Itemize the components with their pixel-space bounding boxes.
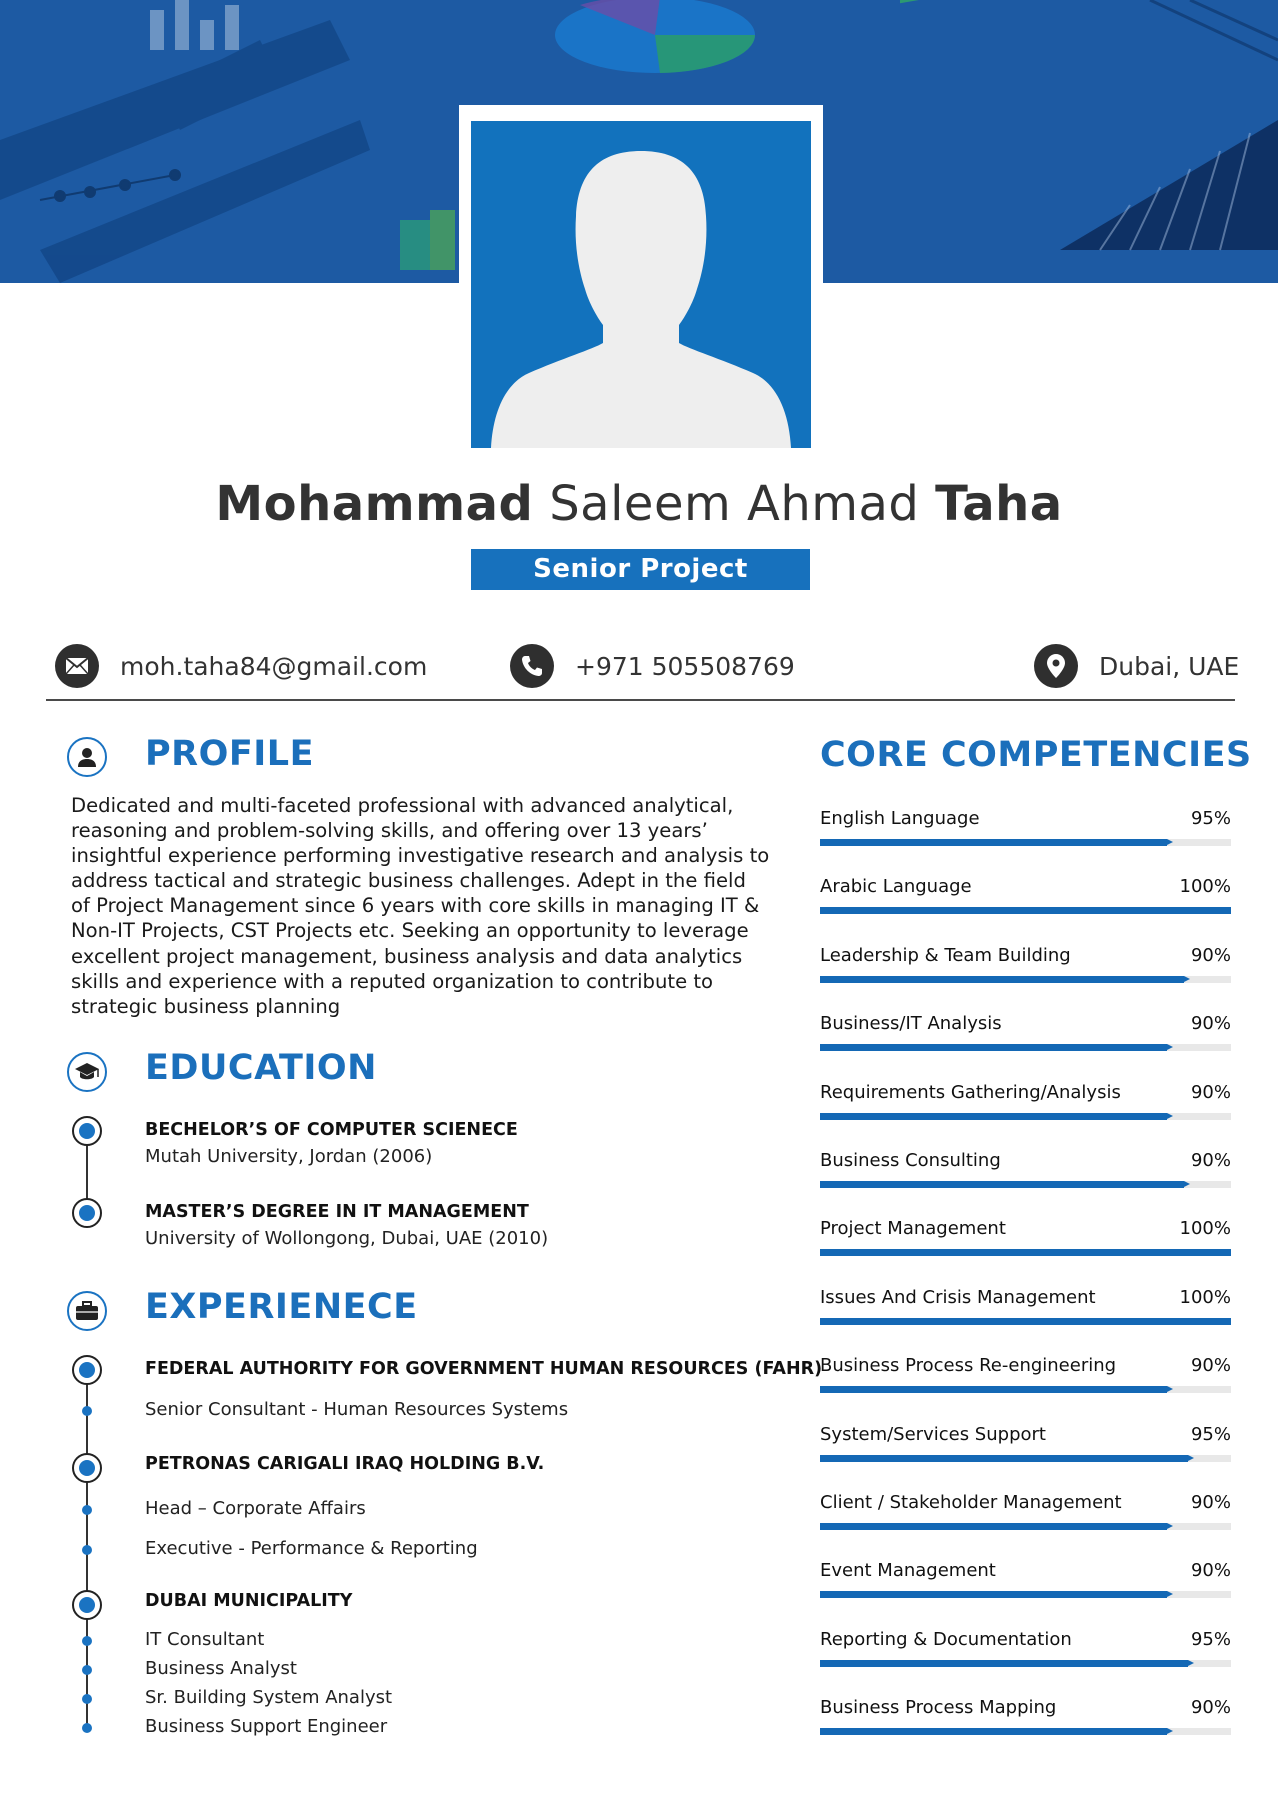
role-dot [82, 1545, 92, 1555]
competency-bar-track [820, 1386, 1231, 1393]
education-timeline-node [72, 1198, 102, 1228]
competency-bar-fill [820, 839, 1167, 846]
profile-summary: Dedicated and multi-faceted professional with advanced analytical, reasoning and problem-solving skills, and offering over 13 years’ insightful experience performing investigative research and analysis to address tactical and strategic business challenges. Adept in the field of Project Management since 6 years with core skills in managing IT & Non-IT Projects, CST Projects etc. Seeking an opportunity to leverage excellent project management, business analysis and data analytics skills and experience with a reputed organization to contribute to strategic business planning [71, 794, 770, 1018]
graduation-cap-icon [67, 1052, 107, 1092]
experience-heading: EXPERIENECE [145, 1287, 418, 1327]
competency-item [820, 1007, 1231, 1057]
briefcase-icon [67, 1291, 107, 1331]
experience-timeline-node [72, 1355, 102, 1385]
phone-text: +971 505508769 [575, 651, 795, 681]
role-dot [82, 1636, 92, 1646]
education-timeline-node [72, 1116, 102, 1146]
education-school: Mutah University, Jordan (2006) [145, 1146, 433, 1167]
competency-name: Leadership & Team Building [820, 944, 1071, 966]
company-name: FEDERAL AUTHORITY FOR GOVERNMENT HUMAN RESOURCES (FAHR) [145, 1359, 823, 1379]
competency-item [820, 1212, 1231, 1262]
competency-bar-fill [820, 1728, 1167, 1735]
competency-item [820, 1691, 1231, 1741]
competency-percent: 95% [1190, 1423, 1231, 1445]
role-dot [82, 1723, 92, 1733]
map-pin-icon [1034, 644, 1078, 688]
envelope-icon [55, 644, 99, 688]
competency-bar-fill [820, 1181, 1184, 1188]
competency-bar-track [820, 1728, 1231, 1735]
competency-item [820, 1623, 1231, 1673]
role-title: Business Support Engineer [145, 1716, 388, 1737]
competency-percent: 100% [1179, 876, 1231, 898]
competency-percent: 90% [1190, 1013, 1231, 1035]
competency-bar-track [820, 907, 1231, 914]
competency-item [820, 1281, 1231, 1331]
competency-item [820, 1144, 1231, 1194]
avatar-silhouette-icon [471, 121, 811, 448]
competency-percent: 90% [1190, 1560, 1231, 1582]
role-title: Sr. Building System Analyst [145, 1687, 393, 1708]
company-name: DUBAI MUNICIPALITY [145, 1591, 353, 1611]
competency-name: Event Management [820, 1560, 996, 1582]
location-text: Dubai, UAE [1099, 651, 1240, 681]
competency-bar-track [820, 976, 1231, 983]
role-title: Head – Corporate Affairs [145, 1498, 366, 1519]
competency-name: Business/IT Analysis [820, 1013, 1002, 1035]
competency-bar-track [820, 1660, 1231, 1667]
competency-bar-track [820, 1113, 1231, 1120]
competency-bar-fill [820, 907, 1231, 914]
name-first: Mohammad [215, 476, 534, 532]
competency-bar-track [820, 1181, 1231, 1188]
competency-name: Business Consulting [820, 1150, 1001, 1171]
competency-item [820, 939, 1231, 989]
competency-bar-track [820, 1044, 1231, 1051]
education-school: University of Wollongong, Dubai, UAE (2010) [145, 1228, 549, 1249]
competency-bar-fill [820, 1318, 1231, 1325]
competency-percent: 90% [1190, 944, 1231, 966]
competency-name: Requirements Gathering/Analysis [820, 1081, 1121, 1103]
profile-photo-placeholder [471, 121, 811, 448]
role-dot [82, 1694, 92, 1704]
competency-name: Business Process Mapping [820, 1697, 1057, 1719]
competency-name: Business Process Re-engineering [820, 1355, 1117, 1377]
competency-bar-track [820, 1591, 1231, 1598]
role-title: Senior Consultant - Human Resources Systems [145, 1399, 569, 1420]
profile-heading: PROFILE [145, 734, 314, 774]
role-dot [82, 1505, 92, 1515]
email-text: moh.taha84@gmail.com [120, 651, 428, 681]
competency-bar-fill [820, 1660, 1188, 1667]
competency-name: English Language [820, 808, 980, 829]
competency-percent: 90% [1190, 1697, 1231, 1719]
role-title: Executive - Performance & Reporting [145, 1538, 478, 1559]
competency-bar-fill [820, 1591, 1167, 1598]
contact-phone[interactable] [510, 643, 795, 689]
competency-bar-track [820, 1318, 1231, 1325]
role-title: IT Consultant [145, 1629, 265, 1650]
competency-name: Reporting & Documentation [820, 1628, 1072, 1650]
competency-item [820, 870, 1231, 920]
competency-bar-fill [820, 1386, 1167, 1393]
competency-bar-fill [820, 1044, 1167, 1051]
competency-bar-fill [820, 1523, 1167, 1530]
experience-timeline-node [72, 1453, 102, 1483]
candidate-name [0, 476, 1278, 532]
competency-name: Client / Stakeholder Management [820, 1492, 1122, 1513]
competency-name: Issues And Crisis Management [820, 1286, 1096, 1308]
competency-percent: 90% [1190, 1081, 1231, 1103]
competency-bar-track [820, 839, 1231, 846]
job-title-badge: Senior Project Manager [471, 549, 810, 590]
competency-name: Arabic Language [820, 876, 972, 898]
competencies-heading: CORE COMPETENCIES [820, 735, 1252, 775]
competency-name: Project Management [820, 1218, 1006, 1240]
competency-item [820, 1418, 1231, 1468]
name-last: Taha [935, 476, 1063, 532]
competency-bar-track [820, 1455, 1231, 1462]
competency-percent: 90% [1190, 1355, 1231, 1377]
competency-percent: 100% [1179, 1286, 1231, 1308]
competency-item [820, 1076, 1231, 1126]
competency-percent: 95% [1190, 1628, 1231, 1650]
contact-location [1034, 643, 1239, 689]
competency-name: System/Services Support [820, 1423, 1046, 1445]
education-heading: EDUCATION [145, 1048, 377, 1088]
role-title: Business Analyst [145, 1658, 297, 1679]
contact-divider [46, 699, 1235, 701]
education-degree: MASTER’S DEGREE IN IT MANAGEMENT [145, 1202, 529, 1222]
competency-bar-track [820, 1523, 1231, 1530]
competency-bar-track [820, 1249, 1231, 1256]
experience-timeline-node [72, 1590, 102, 1620]
competency-bar-fill [820, 1455, 1188, 1462]
phone-icon [510, 644, 554, 688]
user-icon [67, 737, 107, 777]
role-dot [82, 1665, 92, 1675]
competency-bar-fill [820, 1113, 1167, 1120]
role-dot [82, 1406, 92, 1416]
competency-item [820, 1349, 1231, 1399]
competency-percent: 90% [1190, 1150, 1231, 1171]
competency-percent: 90% [1190, 1492, 1231, 1513]
competency-item [820, 1554, 1231, 1604]
competency-bar-fill [820, 976, 1184, 983]
competency-item [820, 1486, 1231, 1536]
competency-bar-fill [820, 1249, 1231, 1256]
competency-percent: 100% [1179, 1218, 1231, 1240]
education-degree: BECHELOR’S OF COMPUTER SCIENECE [145, 1120, 518, 1140]
contact-email[interactable] [55, 643, 427, 689]
competency-percent: 95% [1190, 808, 1231, 829]
company-name: PETRONAS CARIGALI IRAQ HOLDING B.V. [145, 1454, 545, 1474]
name-middle: Saleem Ahmad [549, 476, 920, 532]
competency-item [820, 802, 1231, 852]
